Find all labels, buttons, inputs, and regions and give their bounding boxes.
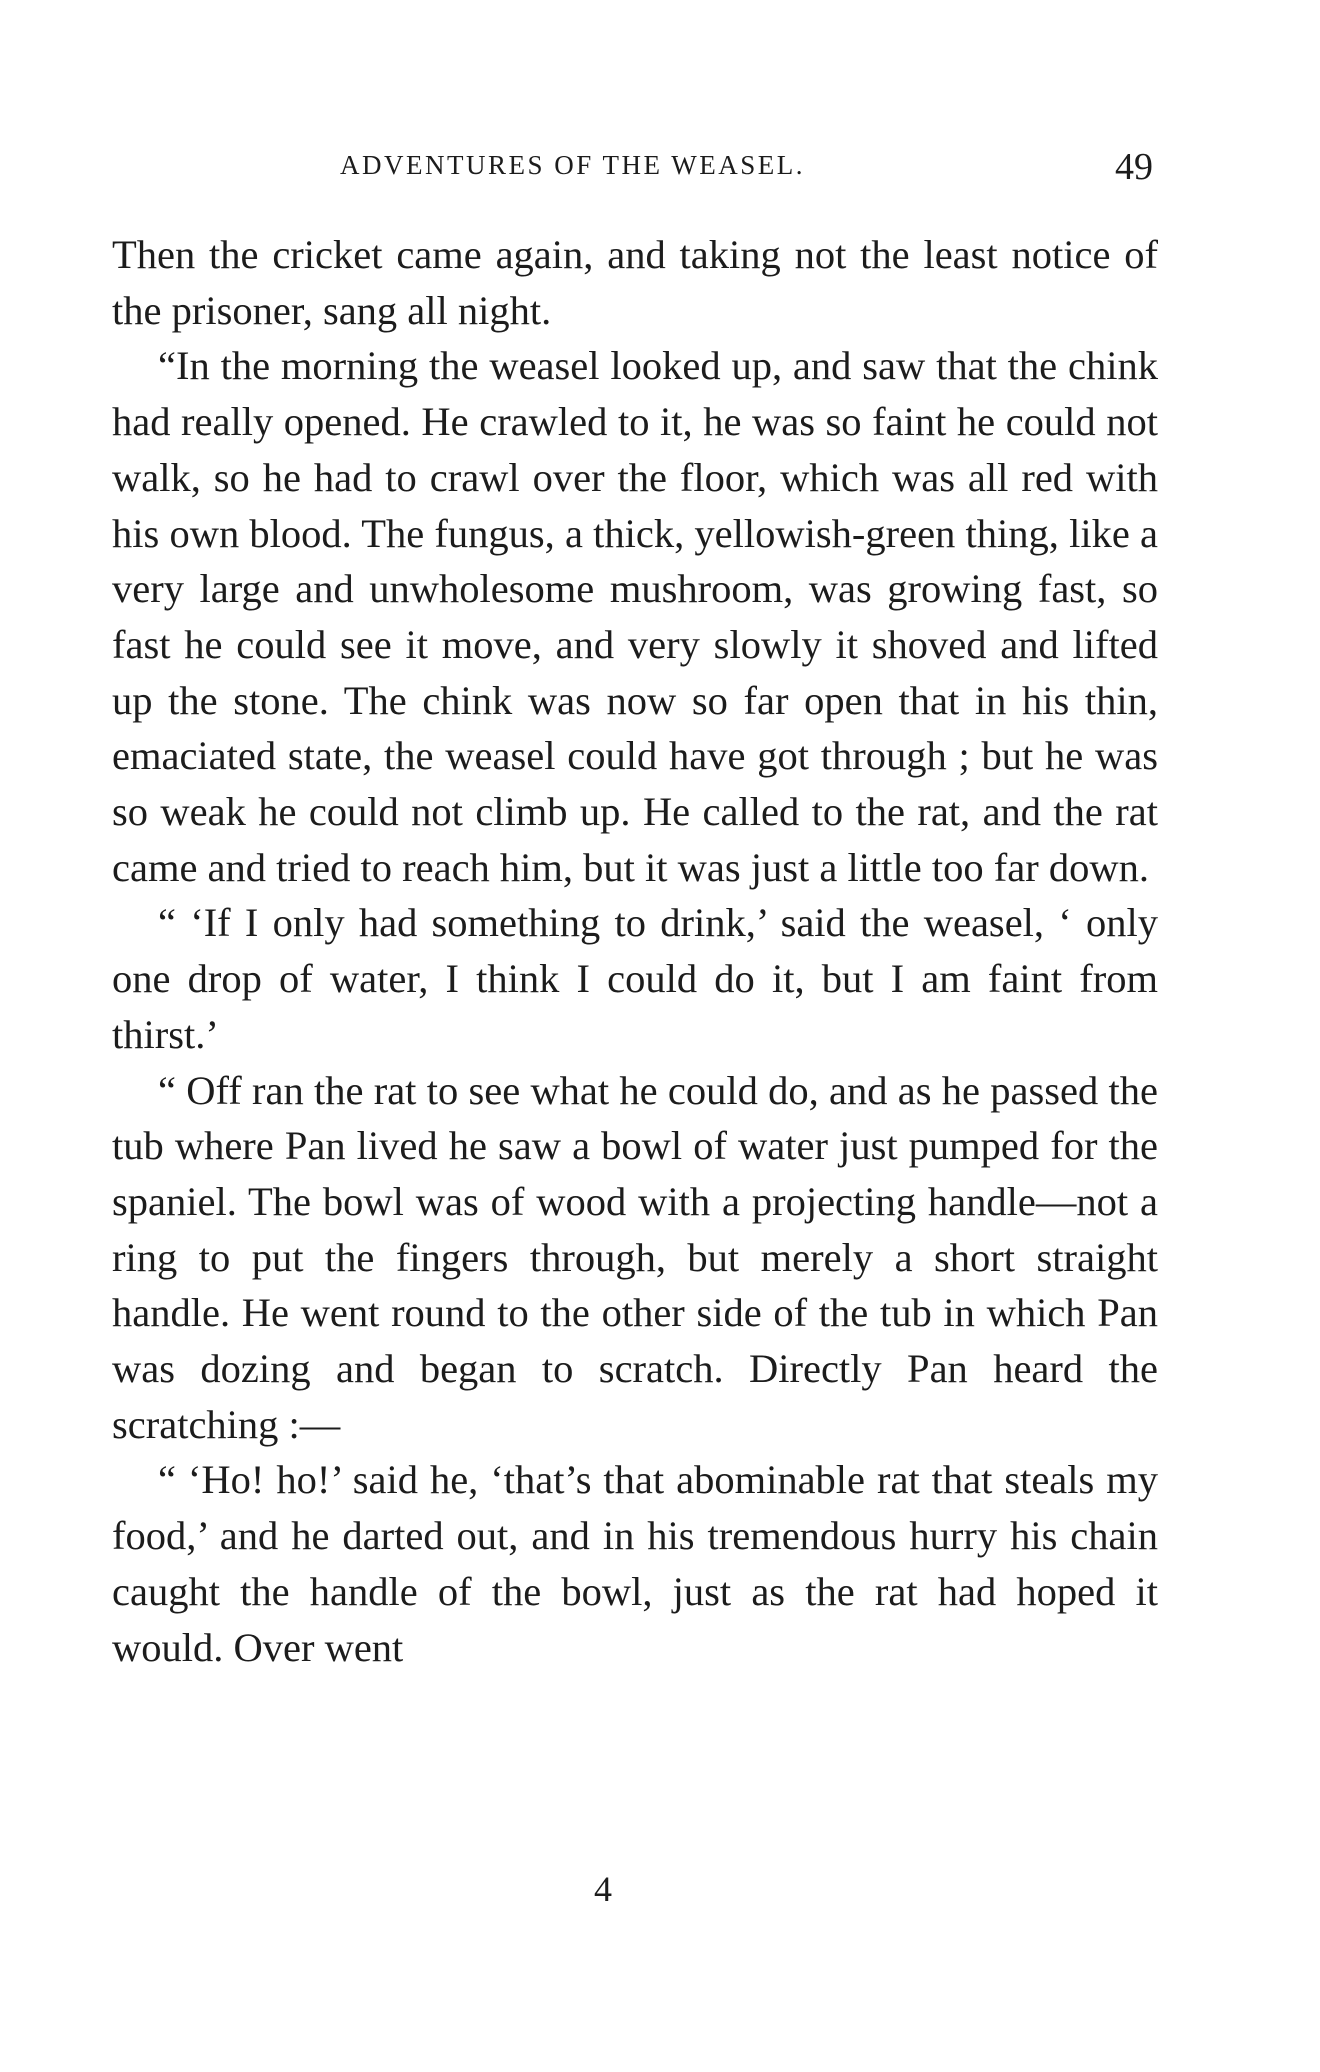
paragraph: “In the morning the weasel looked up, and saw that the chink had really opened. He crawled to it, he was so faint he could not walk, so he had to crawl over the floor, which was all red with his own blood. The fungus, a thick, yellowish-green thing, like a very large and unwholesome mushroom, was growing fast, so fast he could see it move, and very slowly it shoved and lifted up the stone. The chink was now so far open that in his thin, emaciated state, the weasel could have got through ; but he was so weak he could not climb up. He called to the rat, and the rat came and tried to reach him, but it was just a little too far down. <box>112 343 1158 890</box>
paragraph: “ Off ran the rat to see what he could do, and as he passed the tub where Pan lived he saw a bowl of water just pumped for the spaniel. The bowl was of wood with a projecting handle—not a ring to put the fingers through, but merely a short straight handle. He went round to the other side of the tub in which Pan was dozing and began to scratch. Directly Pan heard the scratching :— <box>112 1067 1158 1447</box>
signature-mark: 4 <box>594 1869 612 1909</box>
paragraph: “ ‘If I only had something to drink,’ said the weasel, ‘ only one drop of water, I think I could do it, but I am faint from thirst.’ <box>112 900 1158 1057</box>
paragraph: “ ‘Ho! ho!’ said he, ‘that’s that abominable rat that steals my food,’ and he darted out, and in his tremendous hurry his chain caught the handle of the bowl, just as the rat had hoped it would. Over went <box>112 1457 1158 1670</box>
running-title: ADVENTURES OF THE WEASEL. <box>340 150 805 180</box>
paragraph: Then the cricket came again, and taking not the least notice of the prisoner, sang all night. <box>112 232 1158 333</box>
body-text <box>112 227 1158 1675</box>
page-number: 49 <box>1115 146 1153 188</box>
